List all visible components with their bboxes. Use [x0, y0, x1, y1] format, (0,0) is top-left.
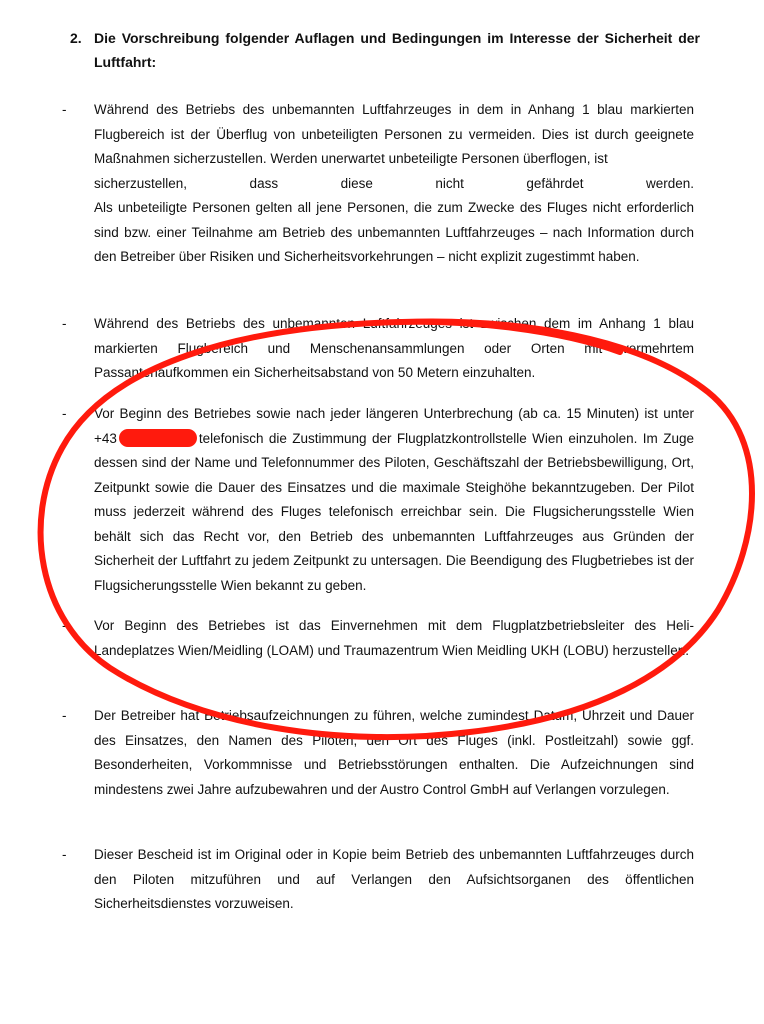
section-heading — [70, 26, 700, 74]
paragraph-part: Während des Betriebs des unbemannten Luftfahrzeuges in dem in Anhang 1 blau markierten Flugbereich ist der Überflug von unbeteiligten Personen zu vermeiden. Dies ist durch geeignete Maßnahmen sicherzustellen. Werden unerwartet unbeteiligte Personen überflogen, ist — [94, 102, 694, 166]
paragraph-text: Der Betreiber hat Betriebsaufzeichnungen zu führen, welche zumindest Datum, Uhrzeit und Dauer des Einsatzes, den Namen des Piloten, den Ort des Fluges (inkl. Postleitzahl) sowie ggf. Besonderheiten, Vorkommnisse und Betriebsstörungen enthalten. Die Aufzeichnungen sind mindestens zwei Jahre aufzubewahren und der Austro Control GmbH auf Verlangen vorzulegen. — [94, 708, 694, 797]
paragraph-part: Vor Beginn des Betriebes sowie nach jeder längeren Unterbrechung (ab ca. 15 Minuten) ist unter +43 — [94, 406, 694, 446]
list-item — [62, 704, 694, 802]
list-bullet: - — [62, 847, 67, 862]
section-title: Die Vorschreibung folgender Auflagen und Bedingungen im Interesse der Sicherheit der Luftfahrt: — [94, 30, 700, 70]
paragraph-text: Dieser Bescheid ist im Original oder in Kopie beim Betrieb des unbemannten Luftfahrzeuges durch den Piloten mitzuführen und auf Verlangen den Aufsichtsorganen des öffentlichen Sicherheitsdienstes vorzuweisen. — [94, 847, 694, 911]
paragraph-justified-line: sicherzustellen, dass diese nicht gefährdet werden. — [94, 175, 694, 191]
paragraph-part: Als unbeteiligte Personen gelten all jene Personen, die zum Zwecke des Fluges nicht erforderlich sind bzw. einer Teilnahme am Betrieb des unbemannten Luftfahrzeuges – nach Information durch den Betreiber über Risiken und Sicherheitsvorkehrungen – nicht explizit zugestimmt haben. — [94, 200, 694, 264]
list-item — [62, 843, 694, 917]
list-bullet: - — [62, 102, 67, 117]
paragraph-part: telefonisch die Zustimmung der Flugplatzkontrollstelle Wien einzuholen. Im Zuge dessen sind der Name und Telefonnummer des Piloten, Geschäftszahl der Betriebsbewilligung, Ort, Zeitpunkt sowie die Dauer des Einsatzes und die maximale Steighöhe bekanntzugeben. Der Pilot muss jederzeit während des Fluges telefonisch erreichbar sein. Die Flugsicherungsstelle Wien behält sich das Recht vor, den Betrieb des unbemannten Luftfahrzeuges aus Gründen der Sicherheit der Luftfahrt zu jedem Zeitpunkt zu untersagen. Die Beendigung des Flugbetriebes ist der Flugsicherungsstelle Wien bekannt zu geben. — [94, 430, 694, 593]
list-item — [62, 312, 694, 386]
section-number: 2. — [70, 30, 82, 46]
paragraph-text: Während des Betriebs des unbemannten Luftfahrzeuges ist zwischen dem im Anhang 1 blau markierten Flugbereich und Menschenansammlungen oder Orten mit vermehrtem Passantenaufkommen ein Sicherheitsabstand von 50 Metern einzuhalten. — [94, 316, 694, 380]
paragraph-text: Vor Beginn des Betriebes ist das Einvernehmen mit dem Flugplatzbetriebsleiter des Heli-Landeplatzes Wien/Meidling (LOAM) und Traumazentrum Wien Meidling UKH (LOBU) herzustellen. — [94, 618, 694, 658]
list-item — [62, 98, 694, 270]
list-bullet: - — [62, 618, 67, 633]
redaction-mark — [119, 429, 197, 447]
list-bullet: - — [62, 316, 67, 331]
paragraph-text — [94, 402, 694, 598]
list-bullet: - — [62, 708, 67, 723]
paragraph-text — [94, 98, 694, 270]
list-bullet: - — [62, 406, 67, 421]
list-item — [62, 402, 694, 598]
list-item — [62, 614, 694, 663]
